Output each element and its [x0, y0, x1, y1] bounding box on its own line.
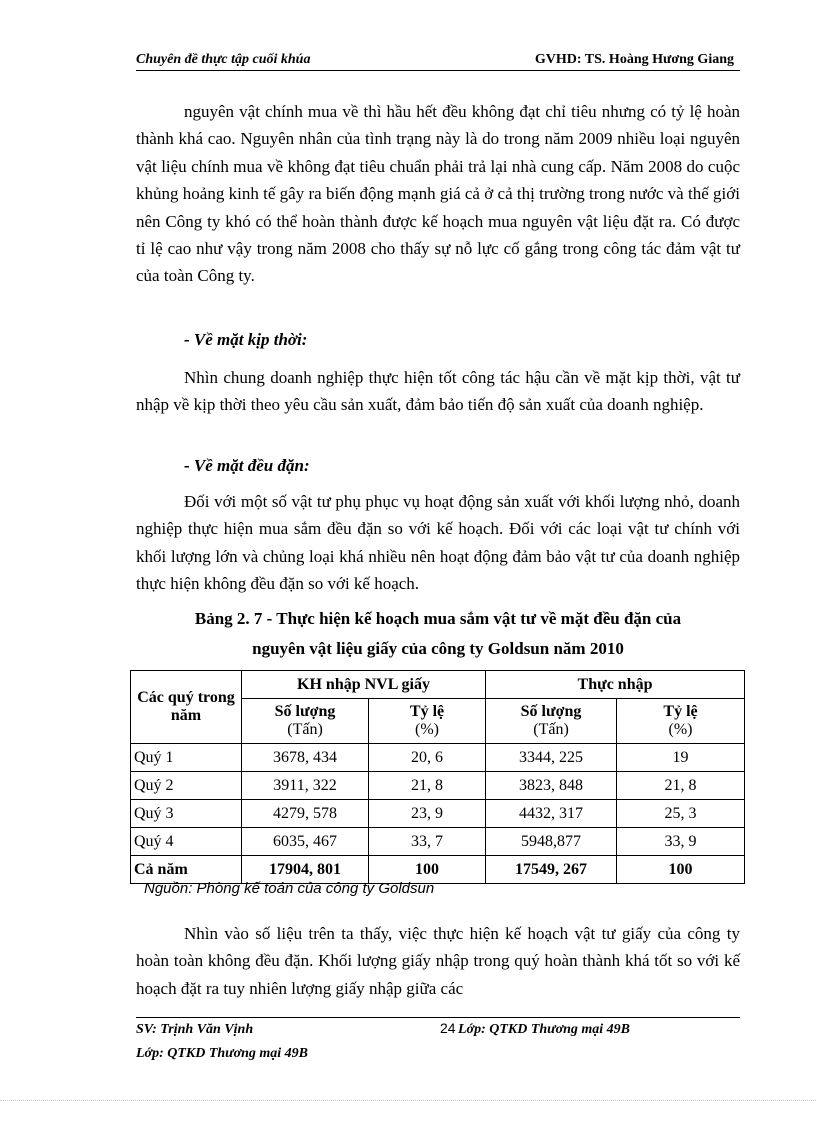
- footer-class-left: Lớp: QTKD Thương mại 49B: [136, 1046, 308, 1061]
- table-caption: Bảng 2. 7 - Thực hiện kế hoạch mua sắm vật tư về mặt đều đặn của nguyên vật liệu giấy của công ty Goldsun năm 2010: [194, 609, 682, 658]
- page-header: [136, 50, 740, 71]
- table-row: Quý 1 3678, 434 20, 6 3344, 225 19: [131, 744, 745, 772]
- footer-student: SV: Trịnh Văn Vịnh: [136, 1022, 254, 1037]
- header-right: GVHD: TS. Hoàng Hương Giang: [534, 52, 734, 67]
- page-number: 24: [440, 1020, 456, 1036]
- plan-qty-header: Số lượng (Tấn): [242, 699, 369, 744]
- table-row: Quý 4 6035, 467 33, 7 5948,877 33, 9: [131, 828, 745, 856]
- footer-divider: [136, 1017, 740, 1018]
- header-left: Chuyên đề thực tập cuối khúa: [136, 52, 311, 67]
- subheading-regular: - Về mặt đều đặn:: [184, 456, 310, 475]
- table-row: Quý 3 4279, 578 23, 9 4432, 317 25, 3: [131, 800, 745, 828]
- plan-rate-header: Tỷ lệ (%): [369, 699, 486, 744]
- col-quarter-header: Các quý trong năm: [131, 671, 242, 744]
- col-plan-header: KH nhập NVL giấy: [242, 671, 486, 699]
- col-actual-header: Thực nhập: [486, 671, 745, 699]
- paragraph-1: nguyên vật chính mua về thì hầu hết đều không đạt chỉ tiêu nhưng có tỷ lệ hoàn thành khá cao. Nguyên nhân của tình trạng này là do trong năm 2009 nhiều loại nguyên vật liệu chính mua về không đạt tiêu chuẩn phải trả lại nhà cung cấp. Năm 2008 do cuộc khủng hoảng kinh tế gây ra biến động mạnh giá cả ở cả thị trường trong nước và thế giới nên Công ty khó có thể hoàn thành được kế hoạch mua nguyên vật liệu đặt ra. Có được tỉ lệ cao như vậy trong năm 2008 cho thấy sự nỗ lực cố gắng trong công tác đảm vật tư của toàn Công ty.: [136, 102, 740, 286]
- table-source: Nguồn: Phòng kế toán của công ty Goldsun: [144, 880, 435, 897]
- actual-qty-header: Số lượng (Tấn): [486, 699, 617, 744]
- footer-class-right: Lớp: QTKD Thương mại 49B: [458, 1022, 630, 1037]
- subheading-timely: - Về mặt kịp thời:: [184, 330, 308, 349]
- purchase-table: [130, 670, 745, 884]
- table-row: Quý 2 3911, 322 21, 8 3823, 848 21, 8: [131, 772, 745, 800]
- paragraph-2: Nhìn chung doanh nghiệp thực hiện tốt công tác hậu cần về mặt kịp thời, vật tư nhập về kịp thời theo yêu cầu sản xuất, đảm bảo tiến độ sản xuất của doanh nghiệp.: [136, 368, 740, 415]
- paragraph-4: Nhìn vào số liệu trên ta thấy, việc thực hiện kế hoạch vật tư giấy của công ty hoàn toàn không đều đặn. Khối lượng giấy nhập trong quý hoàn thành khá tốt so với kế hoạch đặt ra tuy nhiên lượng giấy nhập giữa các: [136, 924, 740, 998]
- page-bottom-divider: [0, 1100, 816, 1101]
- paragraph-3: Đối với một số vật tư phụ phục vụ hoạt động sản xuất với khối lượng nhỏ, doanh nghiệp thực hiện mua sắm đều đặn so với kế hoạch. Đối với các loại vật tư chính với khối lượng lớn và chủng loại khá nhiều nên hoạt động đảm bảo vật tư của doanh nghiệp thực hiện không đều đặn so với kế hoạch.: [136, 492, 740, 594]
- table-total-row: Cả năm 17904, 801 100 17549, 267 100: [131, 856, 745, 884]
- actual-rate-header: Tỷ lệ (%): [617, 699, 745, 744]
